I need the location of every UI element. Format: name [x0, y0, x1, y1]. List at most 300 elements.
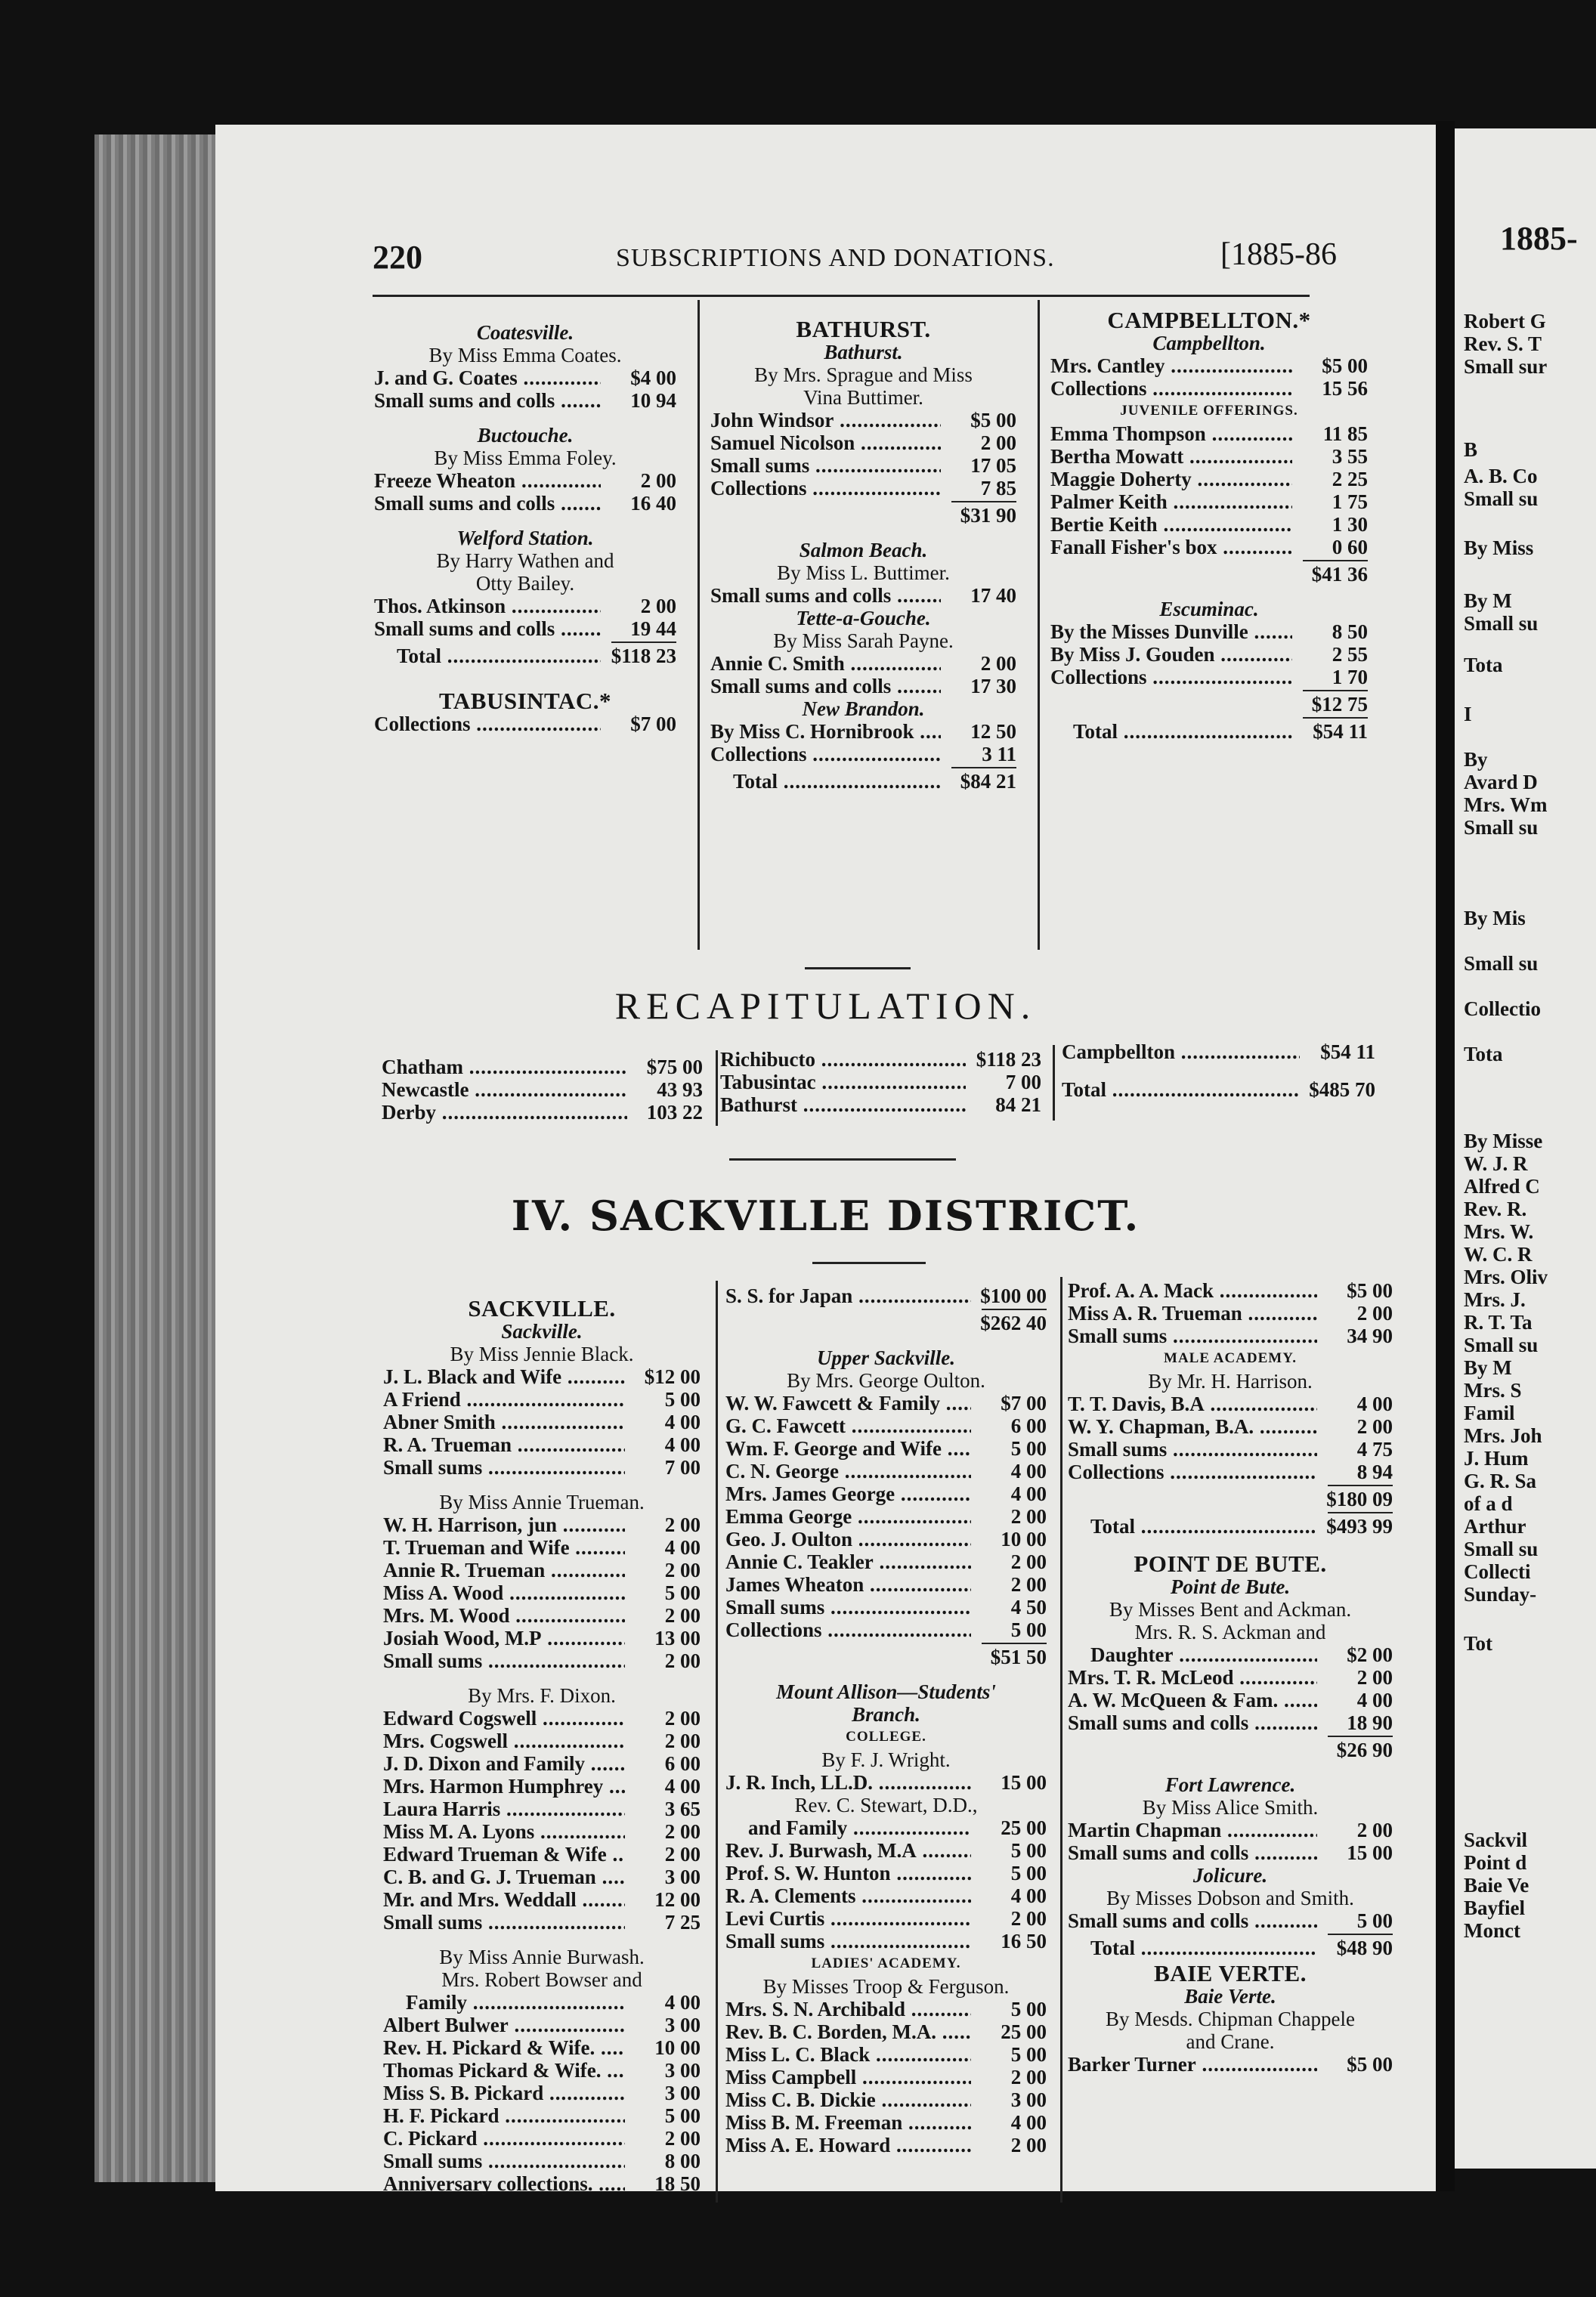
- recap-column-2: [720, 1048, 1041, 1116]
- subtotal-amount: $31 90: [960, 504, 1016, 527]
- entry-row: [1068, 1937, 1393, 1959]
- right-page-line: Baie Ve: [1464, 1874, 1530, 1897]
- right-page-line: By: [1464, 748, 1488, 771]
- entry-name: Mr. and Mrs. Weddall .....: [383, 1888, 625, 1911]
- entry-row: [710, 652, 1016, 675]
- entry-name: C. B. and G. J. Trueman .....: [383, 1866, 625, 1888]
- entry-name: A. W. McQueen & Fam. .....: [1068, 1689, 1317, 1711]
- entry-row: [383, 1513, 701, 1536]
- place-heading: Coatesville.: [476, 321, 574, 344]
- entry-name: Miss M. A. Lyons .....: [383, 1820, 625, 1843]
- entry-row: [383, 2172, 701, 2195]
- entry-amount: 4 00: [1010, 1482, 1047, 1505]
- entry-amount: 12 50: [970, 720, 1016, 743]
- column-bathurst: [710, 315, 1016, 793]
- entry-row: [725, 1839, 1047, 1862]
- recap-row: [1062, 1078, 1375, 1101]
- entry-amount: 2 00: [1356, 1819, 1393, 1841]
- section-heading: BAIE VERTE.: [1154, 1960, 1307, 1986]
- collector-line: By Mr. H. Harrison.: [1148, 1370, 1313, 1393]
- entry-row: [383, 2127, 701, 2150]
- entry-row: [383, 1820, 701, 1843]
- recap-name: Richibucto .....: [720, 1048, 966, 1071]
- entry-amount: 17 40: [970, 584, 1016, 607]
- entry-amount: 4 75: [1356, 1438, 1393, 1461]
- entry-amount: 25 00: [1001, 1816, 1047, 1839]
- right-page-line: Small su: [1464, 952, 1539, 975]
- running-year: [1885-86: [1220, 237, 1337, 272]
- entry-amount: 4 00: [1010, 1884, 1047, 1907]
- column-divider: [1060, 1277, 1062, 2203]
- entry-name: Small sums .....: [1068, 1325, 1317, 1347]
- entry-row: [374, 645, 676, 667]
- entry-amount: 4 00: [664, 1536, 701, 1559]
- right-page-line: Rev. R.: [1464, 1198, 1527, 1220]
- entry-amount: 3 11: [982, 743, 1016, 765]
- entry-name: Barker Turner .....: [1068, 2053, 1317, 2076]
- entry-amount: 8 00: [664, 2150, 701, 2172]
- entry-amount: 18 90: [1347, 1711, 1393, 1734]
- entry-amount: 5 00: [664, 1581, 701, 1604]
- recap-row: [720, 1071, 1041, 1093]
- entry-row: [710, 770, 1016, 793]
- entry-row: [710, 720, 1016, 743]
- section-heading: CAMPBELLTON.*: [1107, 307, 1311, 333]
- collector-line: Mrs. Robert Bowser and: [441, 1968, 642, 1991]
- entry-name: Small sums and colls .....: [374, 492, 601, 515]
- place-heading: Jolicure.: [1192, 1864, 1268, 1887]
- entry-row: [383, 1888, 701, 1911]
- entry-row: [725, 1930, 1047, 1952]
- entry-name: Mrs. T. R. McLeod .....: [1068, 1666, 1317, 1689]
- entry-amount: 34 90: [1347, 1325, 1393, 1347]
- entry-amount: 2 00: [640, 469, 676, 492]
- section-heading: SACKVILLE.: [468, 1295, 616, 1322]
- entry-row: [725, 2088, 1047, 2111]
- entry-name: Annie C. Smith .....: [710, 652, 941, 675]
- entry-row: [1068, 1461, 1393, 1483]
- entry-amount: 2 00: [664, 1707, 701, 1730]
- entry-amount: 5 00: [1010, 1998, 1047, 2020]
- collector-line: By Mrs. Sprague and Miss: [754, 363, 973, 386]
- entry-amount: 13 00: [654, 1627, 701, 1649]
- recap-name: Campbellton .....: [1062, 1040, 1300, 1063]
- entry-row: [1068, 1302, 1393, 1325]
- entry-amount: 5 00: [664, 1388, 701, 1411]
- entry-name: Palmer Keith .....: [1050, 490, 1292, 513]
- entry-amount: 15 00: [1001, 1771, 1047, 1794]
- entry-name: Miss L. C. Black .....: [725, 2043, 971, 2066]
- entry-row: [710, 477, 1016, 499]
- right-page-line: Tot: [1464, 1632, 1493, 1655]
- entry-amount: 2 00: [664, 1513, 701, 1536]
- entry-row: [725, 1285, 1047, 1307]
- entry-row: [1068, 1689, 1393, 1711]
- subtotal-amount: $262 40: [980, 1312, 1047, 1334]
- entry-name: Edward Cogswell .....: [383, 1707, 625, 1730]
- entry-amount: 3 00: [664, 2082, 701, 2104]
- running-title: SUBSCRIPTIONS AND DONATIONS.: [616, 244, 1055, 272]
- place-heading: New Brandon.: [802, 697, 925, 720]
- entry-row: [383, 1536, 701, 1559]
- entry-name: John Windsor .....: [710, 409, 941, 431]
- collector-line: By Miss Annie Trueman.: [439, 1491, 645, 1513]
- entry-amount: 4 50: [1010, 1596, 1047, 1618]
- spacer: [374, 667, 676, 687]
- place-heading: Mount Allison—Students': [776, 1680, 996, 1703]
- right-page-line: Famil: [1464, 1402, 1515, 1424]
- entry-name: Anniversary collections. .....: [383, 2172, 625, 2195]
- recap-column-1: [382, 1056, 703, 1124]
- right-page-line: Alfred C: [1464, 1175, 1540, 1198]
- entry-row: [1068, 1515, 1393, 1538]
- entry-name: Prof. S. W. Hunton .....: [725, 1862, 971, 1884]
- entry-row: [383, 2059, 701, 2082]
- entry-row: [383, 1752, 701, 1775]
- entry-name: Bertha Mowatt .....: [1050, 445, 1292, 468]
- recap-row: [1062, 1040, 1375, 1063]
- entry-amount: 3 65: [664, 1798, 701, 1820]
- entry-name: Miss Campbell .....: [725, 2066, 971, 2088]
- collector-line: By F. J. Wright.: [821, 1748, 951, 1771]
- right-page-line: Avard D: [1464, 771, 1538, 793]
- right-page-line: Tota: [1464, 1043, 1503, 1065]
- recap-amount: 84 21: [995, 1093, 1041, 1116]
- entry-name: Thomas Pickard & Wife. .....: [383, 2059, 625, 2082]
- book-gutter: [1436, 121, 1455, 2191]
- right-page-line: R. T. Ta: [1464, 1311, 1533, 1334]
- entry-name: Miss A. R. Trueman .....: [1068, 1302, 1317, 1325]
- entry-name: Small sums .....: [383, 1911, 625, 1934]
- sum-rule: [611, 641, 676, 643]
- sum-rule: [982, 1643, 1047, 1644]
- entry-row: [383, 1843, 701, 1866]
- entry-amount: 2 00: [664, 1843, 701, 1866]
- entry-amount: 3 00: [664, 2059, 701, 2082]
- recap-row: [720, 1093, 1041, 1116]
- entry-name: Daughter .....: [1068, 1643, 1317, 1666]
- sum-rule: [1328, 1934, 1393, 1935]
- right-page-line: Robert G: [1464, 310, 1546, 332]
- column-point-de-bute: [1068, 1279, 1393, 2076]
- entry-row: [1050, 620, 1368, 643]
- right-page-line: Mrs. S: [1464, 1379, 1522, 1402]
- entry-row: [383, 1559, 701, 1581]
- subtotal-row: [710, 504, 1016, 527]
- entry-name: C. N. George .....: [725, 1460, 971, 1482]
- right-page-line: A. B. Co: [1464, 465, 1538, 487]
- entry-row: [725, 2043, 1047, 2066]
- entry-amount: $100 00: [980, 1285, 1047, 1307]
- entry-row: [383, 1991, 701, 2014]
- entry-row: [725, 1771, 1047, 1794]
- right-page-line: Small sur: [1464, 355, 1548, 378]
- entry-row: [710, 409, 1016, 431]
- collector-line: By Mesds. Chipman Chappele: [1106, 2008, 1355, 2030]
- entry-amount: 15 00: [1347, 1841, 1393, 1864]
- recap-row: [720, 1048, 1041, 1071]
- entry-amount: 2 00: [1356, 1415, 1393, 1438]
- entry-name: Miss A. E. Howard .....: [725, 2134, 971, 2156]
- entry-name: Small sums and colls .....: [710, 675, 941, 697]
- entry-row: [1068, 1643, 1393, 1666]
- column-divider: [716, 1050, 718, 1126]
- entry-amount: $84 21: [960, 770, 1016, 793]
- right-page-line: Small su: [1464, 1334, 1539, 1356]
- entry-name: Miss A. Wood .....: [383, 1581, 625, 1604]
- entry-row: [1050, 445, 1368, 468]
- entry-name: Annie R. Trueman .....: [383, 1559, 625, 1581]
- entry-amount: 15 56: [1322, 377, 1368, 400]
- collector-line: By Miss Sarah Payne.: [773, 629, 954, 652]
- right-page-line: B: [1464, 438, 1478, 461]
- entry-row: [383, 1775, 701, 1798]
- entry-row: [1068, 1438, 1393, 1461]
- entry-row: [1068, 1393, 1393, 1415]
- right-page-line: Small su: [1464, 487, 1539, 510]
- entry-name: Small sums and colls .....: [1068, 1711, 1317, 1734]
- recapitulation-title: RECAPITULATION.: [614, 985, 1037, 1027]
- spacer: [383, 1934, 701, 1946]
- place-heading: Tette-a-Gouche.: [796, 607, 931, 629]
- entry-name: Mrs. S. N. Archibald .....: [725, 1998, 971, 2020]
- subtotal-amount: $180 09: [1326, 1488, 1393, 1510]
- entry-row: [1050, 666, 1368, 688]
- right-page-line: of a d: [1464, 1492, 1513, 1515]
- entry-amount: 2 00: [1010, 2066, 1047, 2088]
- entry-amount: 2 00: [1356, 1666, 1393, 1689]
- spacer: [710, 527, 1016, 539]
- entry-name: Small sums .....: [383, 1456, 625, 1479]
- entry-name: W. Y. Chapman, B.A. .....: [1068, 1415, 1317, 1438]
- entry-name: James Wheaton .....: [725, 1573, 971, 1596]
- entry-row: [383, 1730, 701, 1752]
- recap-row: [382, 1056, 703, 1078]
- entry-row: [725, 2020, 1047, 2043]
- entry-name: Abner Smith .....: [383, 1411, 625, 1433]
- entry-amount: 2 00: [1010, 1550, 1047, 1573]
- spacer: [1068, 1761, 1393, 1773]
- recap-amount: 7 00: [1005, 1071, 1041, 1093]
- place-heading: Upper Sackville.: [817, 1346, 955, 1369]
- entry-amount: 2 00: [640, 595, 676, 617]
- subtotal-amount: $51 50: [990, 1646, 1047, 1668]
- collector-line: and Crane.: [1186, 2030, 1275, 2053]
- entry-row: [725, 1907, 1047, 1930]
- entry-name: By Miss C. Hornibrook .....: [710, 720, 941, 743]
- entry-name: J. D. Dixon and Family .....: [383, 1752, 625, 1775]
- collector-line: By Mrs. George Oulton.: [787, 1369, 985, 1392]
- entry-amount: 25 00: [1001, 2020, 1047, 2043]
- entry-row: [1050, 468, 1368, 490]
- collector-line: Mrs. R. S. Ackman and: [1134, 1621, 1326, 1643]
- entry-row: [725, 1505, 1047, 1528]
- entry-amount: 17 05: [970, 454, 1016, 477]
- place-heading: Baie Verte.: [1184, 1985, 1276, 2008]
- column-sackville: [383, 1294, 701, 2195]
- entry-name: Collections .....: [1050, 377, 1292, 400]
- right-page-line: Sackvil: [1464, 1829, 1528, 1851]
- entry-amount: 4 00: [1010, 2111, 1047, 2134]
- entry-amount: 7 85: [980, 477, 1016, 499]
- entry-name: W. H. Harrison, jun .....: [383, 1513, 625, 1536]
- entry-name: C. Pickard .....: [383, 2127, 625, 2150]
- entry-name: T. T. Davis, B.A .....: [1068, 1393, 1317, 1415]
- entry-amount: 5 00: [1010, 1839, 1047, 1862]
- entry-amount: $5 00: [970, 409, 1016, 431]
- sum-rule: [1303, 690, 1368, 691]
- entry-row: [383, 1627, 701, 1649]
- entry-name: Mrs. M. Wood .....: [383, 1604, 625, 1627]
- entry-row: [374, 389, 676, 412]
- right-page-line: By M: [1464, 1356, 1512, 1379]
- entry-row: [383, 1649, 701, 1672]
- district-title: IV. SACKVILLE DISTRICT.: [511, 1192, 1140, 1240]
- entry-row: [710, 431, 1016, 454]
- entry-row: [383, 2150, 701, 2172]
- right-page-line: Tota: [1464, 654, 1503, 676]
- recap-amount: $485 70: [1309, 1078, 1375, 1101]
- entry-row: [383, 1604, 701, 1627]
- entry-name: Small sums and colls .....: [1068, 1909, 1317, 1932]
- right-page-line: W. C. R: [1464, 1243, 1533, 1266]
- entry-row: [383, 1866, 701, 1888]
- entry-amount: 3 00: [664, 2014, 701, 2036]
- entry-name: Mrs. Harmon Humphrey .....: [383, 1775, 625, 1798]
- recap-name: Bathurst .....: [720, 1093, 966, 1116]
- entry-row: [383, 1365, 701, 1388]
- collector-line: Vina Buttimer.: [803, 386, 923, 409]
- entry-amount: 18 50: [654, 2172, 701, 2195]
- spacer: [374, 515, 676, 527]
- entry-name: Rev. B. C. Borden, M.A. .....: [725, 2020, 971, 2043]
- right-page-line: Bayfiel: [1464, 1897, 1525, 1919]
- entry-amount: 2 55: [1332, 643, 1368, 666]
- entry-name: W. W. Fawcett & Family .....: [725, 1392, 971, 1414]
- entry-row: [1068, 1279, 1393, 1302]
- sum-rule: [1303, 717, 1368, 719]
- sum-rule: [951, 767, 1016, 768]
- entry-row: [725, 2066, 1047, 2088]
- entry-name: J. R. Inch, LL.D. .....: [725, 1771, 971, 1794]
- entry-row: [1068, 2053, 1393, 2076]
- entry-row: [383, 2104, 701, 2127]
- right-page-line: I: [1464, 703, 1472, 725]
- entry-name: Total .....: [1068, 1515, 1317, 1538]
- entry-name: A Friend .....: [383, 1388, 625, 1411]
- entry-amount: 16 40: [630, 492, 676, 515]
- entry-name: Edward Trueman & Wife .....: [383, 1843, 625, 1866]
- entry-name: Small sums and colls .....: [374, 389, 601, 412]
- section-heading: POINT DE BUTE.: [1134, 1550, 1327, 1577]
- entry-row: [725, 1816, 1047, 1839]
- entry-row: [725, 1550, 1047, 1573]
- entry-name: Small sums .....: [710, 454, 941, 477]
- right-page-line: Mrs. Joh: [1464, 1424, 1542, 1447]
- recap-row: [382, 1078, 703, 1101]
- entry-row: [383, 1798, 701, 1820]
- entry-row: [383, 2014, 701, 2036]
- entry-row: [725, 1884, 1047, 1907]
- entry-row: [1068, 1325, 1393, 1347]
- recap-column-3: [1062, 1040, 1375, 1101]
- entry-row: [1068, 1666, 1393, 1689]
- entry-row: [725, 1482, 1047, 1505]
- spacer: [383, 1479, 701, 1491]
- right-page-line: By Miss: [1464, 536, 1534, 559]
- entry-name: J. and G. Coates .....: [374, 366, 601, 389]
- entry-amount: 10 94: [630, 389, 676, 412]
- entry-amount: $48 90: [1336, 1937, 1393, 1959]
- entry-amount: 1 75: [1332, 490, 1368, 513]
- entry-row: [383, 1411, 701, 1433]
- entry-row: [383, 1388, 701, 1411]
- entry-amount: 2 00: [1010, 1573, 1047, 1596]
- subtotal-amount: $41 36: [1311, 563, 1368, 586]
- collector-line: By Misses Troop & Ferguson.: [762, 1975, 1010, 1998]
- recap-amount: $54 11: [1320, 1040, 1375, 1063]
- right-page-line: Collecti: [1464, 1560, 1531, 1583]
- entry-name: T. Trueman and Wife .....: [383, 1536, 625, 1559]
- entry-name: Miss S. B. Pickard .....: [383, 2082, 625, 2104]
- entry-name: Miss C. B. Dickie .....: [725, 2088, 971, 2111]
- entry-name: Prof. A. A. Mack .....: [1068, 1279, 1317, 1302]
- entry-amount: 2 00: [980, 652, 1016, 675]
- entry-amount: $4 00: [630, 366, 676, 389]
- subsection-label: JUVENILE OFFERINGS.: [1120, 403, 1298, 419]
- entry-row: [374, 492, 676, 515]
- entry-name: R. A. Trueman .....: [383, 1433, 625, 1456]
- entry-name: Rev. H. Pickard & Wife. .....: [383, 2036, 625, 2059]
- entry-row: [383, 1707, 701, 1730]
- place-heading: Fort Lawrence.: [1165, 1773, 1296, 1796]
- entry-amount: 3 55: [1332, 445, 1368, 468]
- entry-row: [374, 595, 676, 617]
- entry-amount: 2 00: [1010, 2134, 1047, 2156]
- right-page-line: J. Hum: [1464, 1447, 1529, 1470]
- entry-name: Mrs. James George .....: [725, 1482, 971, 1505]
- entry-amount: 8 94: [1356, 1461, 1393, 1483]
- entry-row: [374, 617, 676, 640]
- entry-row: [1050, 422, 1368, 445]
- collector-line: By Misses Bent and Ackman.: [1109, 1598, 1352, 1621]
- entry-row: [374, 366, 676, 389]
- collector-line: Rev. C. Stewart, D.D.,: [794, 1794, 978, 1816]
- entry-amount: $493 99: [1326, 1515, 1393, 1538]
- entry-name: Mrs. Cantley .....: [1050, 354, 1292, 377]
- entry-name: Emma George .....: [725, 1505, 971, 1528]
- entry-name: Mrs. Cogswell .....: [383, 1730, 625, 1752]
- entry-row: [725, 1528, 1047, 1550]
- right-page-header: 1885-: [1500, 220, 1578, 257]
- entry-row: [374, 469, 676, 492]
- entry-row: [710, 584, 1016, 607]
- entry-amount: 2 00: [664, 1649, 701, 1672]
- sum-rule: [1328, 1485, 1393, 1486]
- place-heading: Branch.: [852, 1703, 920, 1726]
- entry-row: [383, 2036, 701, 2059]
- entry-name: Geo. J. Oulton .....: [725, 1528, 971, 1550]
- entry-amount: 0 60: [1332, 536, 1368, 558]
- entry-amount: $2 00: [1347, 1643, 1393, 1666]
- subtotal-row: [725, 1312, 1047, 1334]
- collector-line: By Miss Annie Burwash.: [439, 1946, 645, 1968]
- spacer: [383, 1672, 701, 1684]
- right-page-line: Small su: [1464, 612, 1539, 635]
- right-page-line: Point d: [1464, 1851, 1527, 1874]
- recap-name: Tabusintac .....: [720, 1071, 966, 1093]
- place-heading: Campbellton.: [1152, 332, 1266, 354]
